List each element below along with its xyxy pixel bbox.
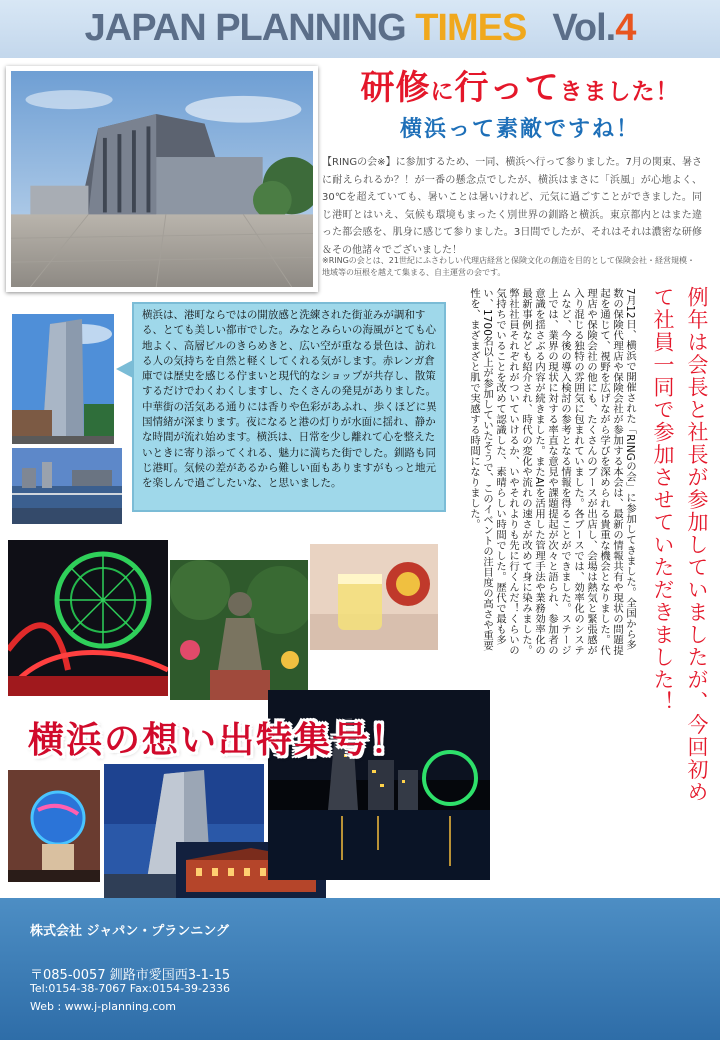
footnote-ring-kai: ※RINGの会とは、21世紀にふさわしい代理店経営と保険文化の創造を目的として保険会社・経営規模・地域等の垣根を越えて集まる、自主運営の会です。 [322,256,695,277]
photo-ferris-wheel-night [8,540,168,696]
newsletter-title [0,4,720,52]
photo-globe-sculpture [8,770,100,882]
headline-itte: 行って [454,68,560,108]
company-name: 株式会社 ジャパン・プランニング [30,924,230,939]
article-vertical-body: 7月12日、横浜で開催された「RINGの会」に参加してきました。全国から多数の保険代理店や保険会社が参加する本会は、最新の情報共有や現状の問題提起を通じて、視野を広げながら学びを深められる貴重な機会となりました。代理店や保険会社の他にも、たくさんのブースが出店し、会場は熱気と緊張感が入り混じる独特の雰囲気に包まれていました。各ブースでは、効率化のシステムなど、今後の導入検討の参考となる情報を得ることができました。ステージ上では、業界の現状に対する率直な意見や課題提起が次々と語られ、参加者の意識を揺さぶる内容が続きました。またAIを活用した管理手法や業務効率化の最新事例なども紹介され、時代の変化や流れの速さが改めて身に染みました。弊社社員それぞれがついていけるか、いやそれよりも先に行くんだ！くらいの気持ちでいることを改めて認識した、素晴らしい時間でした。歴代で最も多い、1700名以上が参加していたそうで、このイベントの注目度の高さや重要性を、まざまざと肌で実感する時間になりました。 [468,288,636,656]
title-times: TIMES [415,7,527,49]
yokohama-impressions-text: 横浜は、港町ならではの開放感と洗練された街並みが調和する、とても美しい都市でした。みなとみらいの海風がとても心地よく、高層ビルのきらめきと、広い空が重なる景色は、訪れる人の気持ちを自然と軽くしてくれる気がします。赤レンガ倉庫では歴史を感じる佇まいと現代的なショップが共存し、散策するだけでわくわくしますし、たくさんの発見がありました。中華街の活気ある通りには香りや色彩があふれ、歩くほどに異国情緒が深まります。夜になると港の灯りが水面に揺れ、静かな時間が流れ始めます。横浜は、日常を少し離れて心を整えたいときに寄り添ってくれる、魅力に満ちた街でした。釧路も同じ港町。気候の差があるから難しい面もありますがもっと地元を楽しんで過ごしたいな、と思いました。 [142,309,437,490]
photo-harbor-evening [12,448,122,524]
photo-convention-center [6,66,318,292]
red-vertical-headline: 例年は会長と社長が参加していましたが、今回初めて社員一同で参加させていただきました！ [651,286,709,804]
title-japan-planning: JAPAN PLANNING [84,7,416,49]
headline-ni: に [430,78,455,105]
company-address: 〒085-0057 釧路市愛国西3-1-15 [30,968,231,983]
intro-paragraph: 【RINGの会※】に参加するため、一同、横浜へ行って参りました。7月の関東、暑さに耐えられるか？！が一番の懸念点でしたが、横浜はまさに「浜風」が心地よく、30℃を超えていても、暑いことは暑いけれど、元気に過ごすことができました。同じ港町とはいえ、気候も環境もまったく別世界の釧路と横浜。東京都内とはまた違った都会感を、肌身に感じて参りました。3日間でしたが、それはそれは濃密な研修＆その他諸々でございました！ [322,157,702,256]
photo-girl-statue [170,560,308,700]
speech-bubble-tail [116,360,133,378]
masthead-bar [0,0,720,58]
photo-drink-glass [310,544,438,650]
yokohama-impressions-box [132,302,446,512]
sub-headline: 横浜って素敵ですね！ [399,117,640,142]
company-tel-fax: Tel:0154-38-7067 Fax:0154-39-2336 [30,982,230,995]
volume-number: 4 [615,7,636,49]
company-footer [0,898,720,1040]
special-issue-banner: 横浜の想い出特集号！ [28,720,409,761]
volume-label: Vol. [552,7,616,49]
photo-landmark-tower-day [12,314,114,444]
headline-kimashita: きました！ [559,78,680,105]
company-website[interactable]: Web : www.j-planning.com [30,1000,176,1013]
headline-kenshu: 研修 [360,68,431,108]
main-headline [340,66,700,114]
